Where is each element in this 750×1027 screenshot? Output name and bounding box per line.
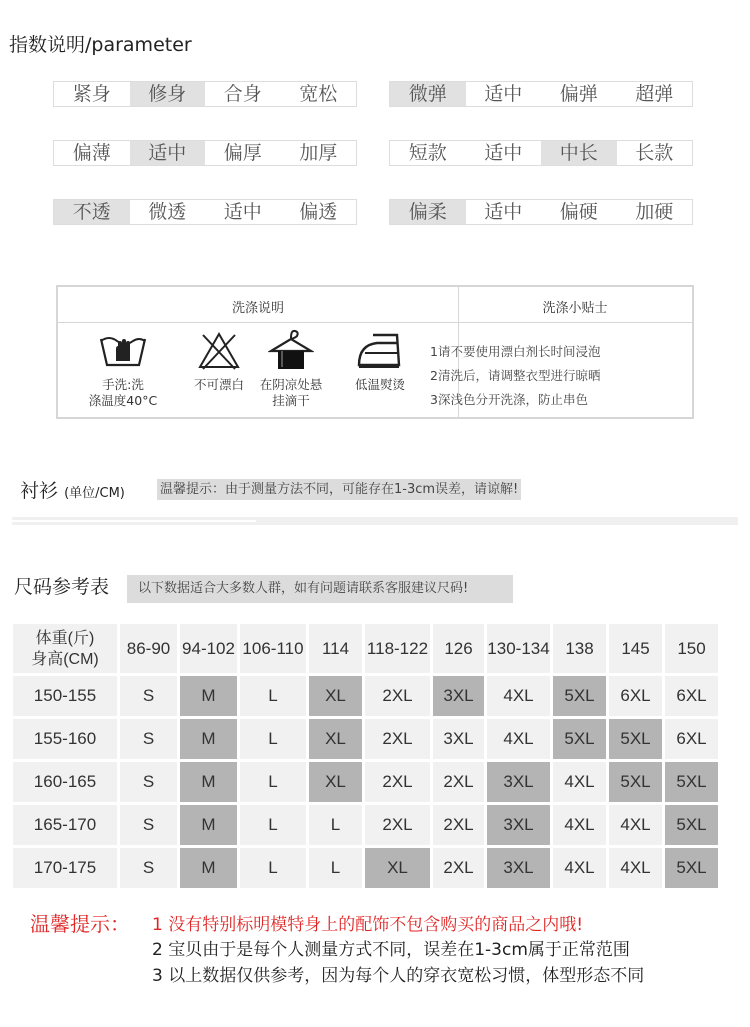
size-cell: S [120, 762, 177, 802]
shirt-title [20, 476, 125, 503]
divider [58, 322, 692, 323]
hang-dry-icon [268, 327, 314, 371]
size-cell: S [120, 676, 177, 716]
icon-label: 低温熨烫 [354, 377, 405, 392]
parameter-option: 适中 [484, 142, 523, 164]
size-cell: L [240, 676, 306, 716]
weight-header: 106-110 [240, 624, 306, 673]
size-cell: XL [365, 848, 430, 888]
height-header: 160-165 [13, 762, 117, 802]
size-cell: 6XL [665, 719, 718, 759]
separator-bar [12, 517, 738, 525]
hand-wash-icon [97, 331, 149, 371]
size-cell: XL [309, 762, 362, 802]
size-cell: 3XL [433, 676, 484, 716]
care-header: 洗涤说明 [231, 301, 284, 316]
tip-line: 2清洗后，请调整衣型进行晾晒 [430, 368, 601, 383]
size-cell: M [180, 719, 237, 759]
weight-header: 150 [665, 624, 718, 673]
size-cell: XL [309, 676, 362, 716]
warm-tip-line: 3 以上数据仅供参考，因为每个人的穿衣宽松习惯，体型形态不同 [152, 966, 645, 986]
weight-header: 145 [609, 624, 662, 673]
size-cell: 2XL [433, 848, 484, 888]
size-chart-note: 以下数据适合大多数人群，如有问题请联系客服建议尺码! [127, 575, 513, 603]
parameter-group [389, 199, 693, 225]
weight-header: 118-122 [365, 624, 430, 673]
size-cell: 3XL [487, 848, 550, 888]
parameter-option: 偏透 [299, 201, 338, 223]
size-cell: L [309, 848, 362, 888]
size-cell: L [240, 719, 306, 759]
parameter-option: 微弹 [390, 82, 466, 106]
table-row [13, 762, 718, 802]
weight-header: 138 [553, 624, 606, 673]
size-cell: M [180, 762, 237, 802]
parameter-group [53, 199, 357, 225]
parameter-group [389, 140, 693, 166]
icon-label: 挂滴干 [272, 393, 310, 408]
size-cell: L [240, 805, 306, 845]
tip-line: 1请不要使用漂白剂长时间浸泡 [430, 344, 601, 359]
size-cell: L [309, 805, 362, 845]
warm-tip-line: 2 宝贝由于是每个人测量方式不同，误差在1-3cm属于正常范围 [152, 940, 630, 960]
size-cell: 4XL [553, 805, 606, 845]
parameter-option: 加硬 [635, 201, 674, 223]
section-title: 指数说明/parameter [9, 34, 192, 56]
size-cell: 4XL [553, 762, 606, 802]
parameter-option: 加厚 [299, 142, 338, 164]
height-header: 170-175 [13, 848, 117, 888]
parameter-option: 偏薄 [72, 142, 111, 164]
size-cell: 2XL [433, 805, 484, 845]
parameter-option: 偏柔 [390, 200, 466, 224]
size-cell: 6XL [609, 676, 662, 716]
parameter-option: 适中 [484, 83, 523, 105]
table-header-row [13, 624, 718, 673]
height-header: 165-170 [13, 805, 117, 845]
size-cell: 2XL [365, 719, 430, 759]
warm-tip-line: 1 没有特别标明模特身上的配饰不包含购买的商品之内哦! [152, 915, 584, 935]
size-cell: 6XL [665, 676, 718, 716]
size-cell: 2XL [433, 762, 484, 802]
size-cell: 5XL [553, 676, 606, 716]
low-iron-item [338, 331, 422, 393]
size-cell: XL [309, 719, 362, 759]
parameter-option: 紧身 [72, 83, 111, 105]
size-cell: 5XL [609, 719, 662, 759]
shirt-title-text: 衬衫 [20, 480, 59, 502]
size-cell: 4XL [553, 848, 606, 888]
size-cell: 5XL [553, 719, 606, 759]
size-cell: 5XL [665, 848, 718, 888]
weight-header: 130-134 [487, 624, 550, 673]
parameter-option: 中长 [541, 141, 617, 165]
parameter-group [389, 81, 693, 107]
size-cell: L [240, 848, 306, 888]
parameter-option: 偏弹 [559, 83, 598, 105]
no-bleach-icon [197, 331, 241, 371]
size-cell: 2XL [365, 805, 430, 845]
measure-note: 温馨提示：由于测量方法不同，可能存在1-3cm误差，请谅解! [157, 479, 521, 500]
size-cell: 3XL [487, 762, 550, 802]
size-cell: M [180, 676, 237, 716]
weight-header: 86-90 [120, 624, 177, 673]
icon-label: 手洗:洗 [102, 377, 144, 392]
size-table [10, 621, 721, 891]
size-chart-title: 尺码参考表 [14, 576, 110, 598]
corner-cell: 体重(斤) 身高(CM) [13, 624, 117, 673]
size-cell: 4XL [609, 848, 662, 888]
size-cell: L [240, 762, 306, 802]
icon-label: 不可漂白 [193, 377, 244, 392]
size-cell: 5XL [609, 762, 662, 802]
parameter-option: 适中 [484, 201, 523, 223]
shirt-unit: (单位/CM) [64, 486, 125, 501]
weight-header: 126 [433, 624, 484, 673]
parameter-option: 超弹 [635, 83, 674, 105]
size-cell: 2XL [365, 676, 430, 716]
size-cell: 4XL [609, 805, 662, 845]
height-header: 155-160 [13, 719, 117, 759]
parameter-option: 适中 [130, 141, 206, 165]
low-iron-icon [355, 331, 405, 371]
warm-tip-label: 温馨提示： [30, 912, 130, 936]
size-cell: S [120, 848, 177, 888]
size-cell: 3XL [487, 805, 550, 845]
size-cell: 2XL [365, 762, 430, 802]
hand-wash-item [73, 331, 173, 409]
parameter-group [53, 140, 357, 166]
care-tips [430, 340, 600, 412]
parameter-option: 微透 [148, 201, 187, 223]
size-cell: M [180, 848, 237, 888]
hang-dry-item [252, 327, 330, 409]
parameter-option: 偏厚 [223, 142, 262, 164]
size-cell: M [180, 805, 237, 845]
size-cell: 4XL [487, 719, 550, 759]
table-row [13, 848, 718, 888]
size-cell: 3XL [433, 719, 484, 759]
parameter-group [53, 81, 357, 107]
size-cell: S [120, 719, 177, 759]
parameter-option: 合身 [223, 83, 262, 105]
tips-header: 洗涤小贴士 [542, 301, 608, 316]
parameter-option: 修身 [130, 82, 206, 106]
table-row [13, 676, 718, 716]
weight-header: 114 [309, 624, 362, 673]
size-cell: 5XL [665, 762, 718, 802]
size-cell: 4XL [487, 676, 550, 716]
icon-label: 在阴凉处悬 [259, 377, 323, 392]
parameter-option: 宽松 [299, 83, 338, 105]
parameter-option: 长款 [635, 142, 674, 164]
size-cell: S [120, 805, 177, 845]
parameter-option: 偏硬 [559, 201, 598, 223]
no-bleach-item [180, 331, 258, 393]
table-row [13, 719, 718, 759]
height-header: 150-155 [13, 676, 117, 716]
parameter-option: 适中 [223, 201, 262, 223]
size-cell: 5XL [665, 805, 718, 845]
weight-header: 94-102 [180, 624, 237, 673]
tip-line: 3深浅色分开洗涤，防止串色 [430, 392, 588, 407]
parameter-option: 短款 [408, 142, 447, 164]
table-row [13, 805, 718, 845]
parameter-option: 不透 [54, 200, 130, 224]
icon-label: 涤温度40°C [88, 393, 158, 408]
